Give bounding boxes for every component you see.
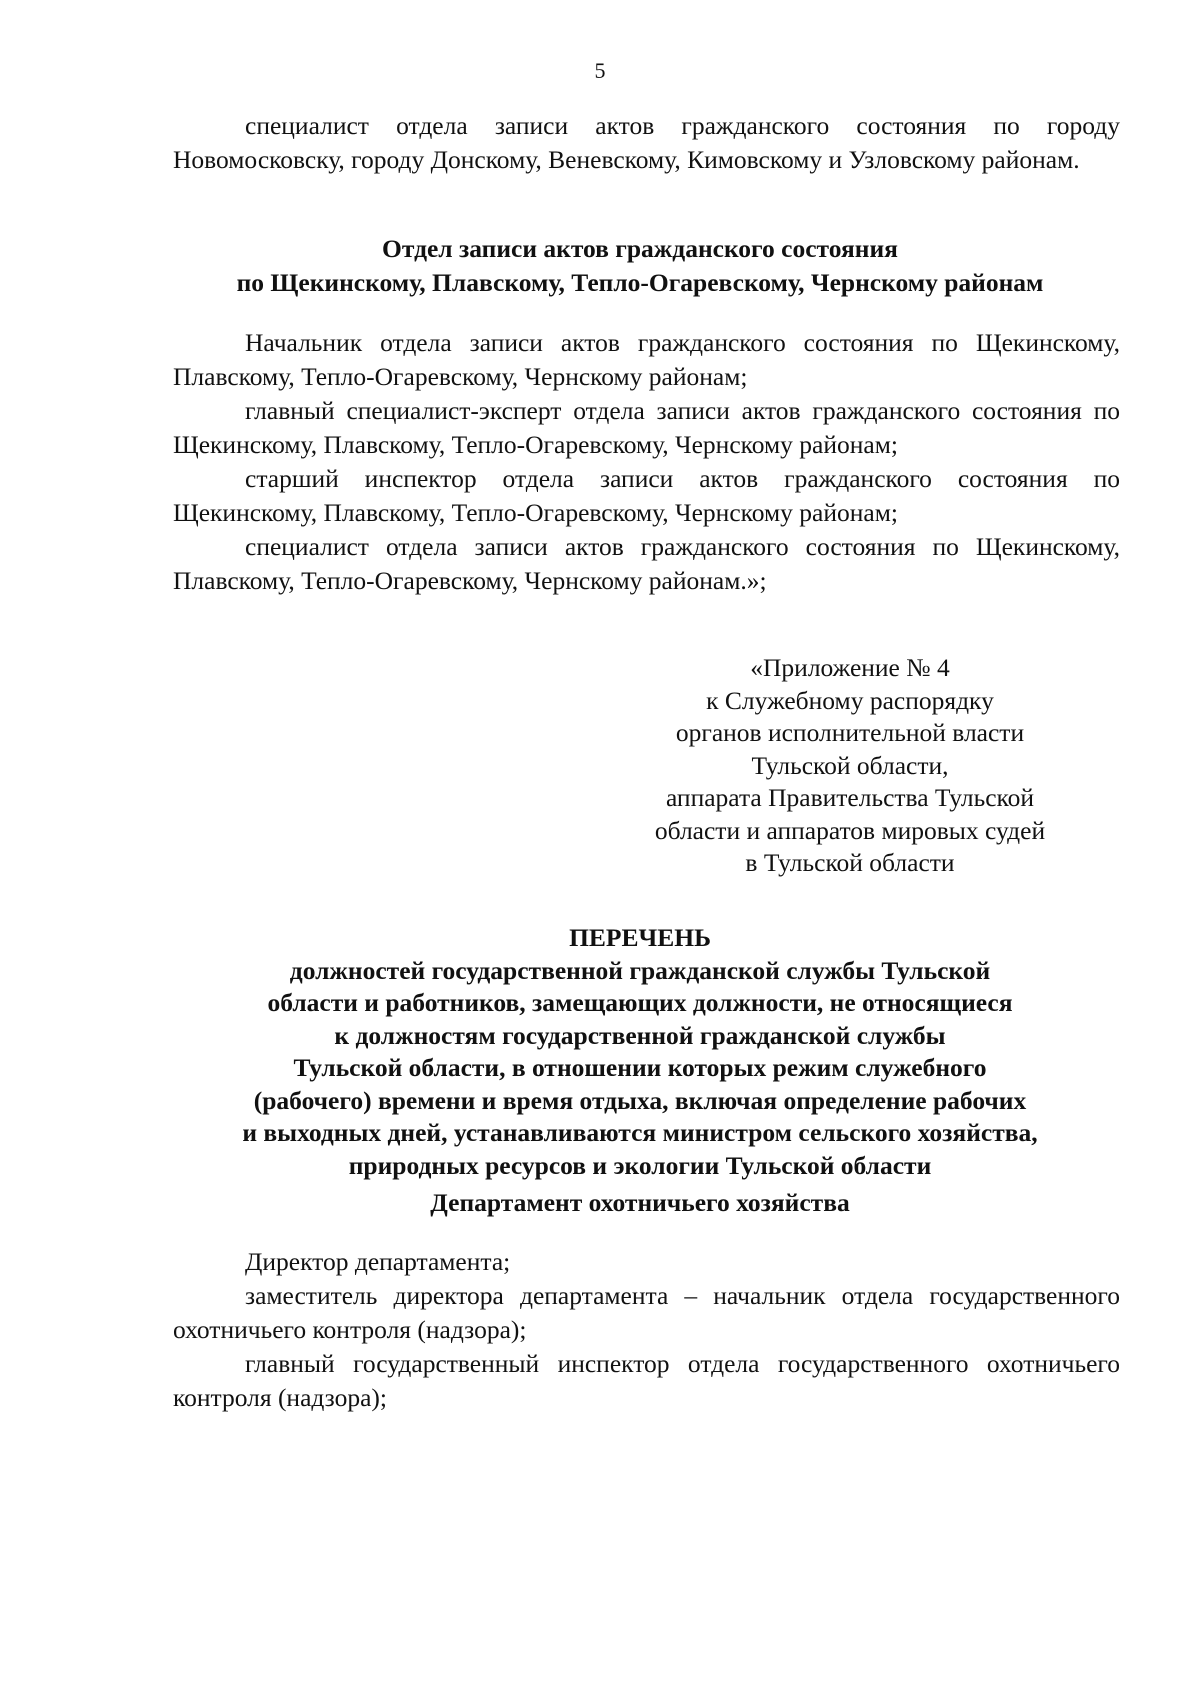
section2-item-2: заместитель директора департамента – начальник отдела государственного охотничьего контроля (надзора); xyxy=(173,1281,1120,1344)
section1-heading-line-2: по Щекинскому, Плавскому, Тепло-Огаревскому, Чернскому районам xyxy=(236,268,1044,297)
list-title-line-1: должностей государственной гражданской службы Тульской xyxy=(289,955,991,985)
section1-item-2: главный специалист-эксперт отдела записи актов гражданского состояния по Щекинскому, Плавскому, Тепло-Огаревскому, Чернскому районам; xyxy=(173,396,1120,459)
list-title-line-3: к должностям государственной гражданской службы xyxy=(334,1020,946,1050)
page-number: 5 xyxy=(594,58,606,83)
list-title-line-6: и выходных дней, устанавливаются министром сельского хозяйства, xyxy=(242,1118,1038,1147)
section2-list xyxy=(173,1245,1120,1415)
section2-item-3: главный государственный инспектор отдела государственного охотничьего контроля (надзора); xyxy=(173,1349,1120,1412)
annex-line-7: в Тульской области xyxy=(745,848,955,877)
annex-line-1: «Приложение № 4 xyxy=(750,653,950,682)
list-title-line-5: (рабочего) времени и время отдыха, включая определение рабочих xyxy=(253,1085,1027,1115)
annex-line-6: области и аппаратов мировых судей xyxy=(654,815,1046,845)
section2-heading: Департамент охотничьего хозяйства xyxy=(430,1188,850,1217)
annex-line-5: аппарата Правительства Тульской xyxy=(665,783,1035,812)
annex-block xyxy=(620,652,1080,880)
list-title-line-7: природных ресурсов и экологии Тульской области xyxy=(348,1150,932,1180)
section1-item-4: специалист отдела записи актов гражданского состояния по Щекинскому, Плавскому, Тепло-Огаревскому, Чернскому районам.»; xyxy=(173,532,1120,595)
section1-list xyxy=(173,326,1120,598)
top-paragraph-block xyxy=(173,109,1120,177)
section1-item-3: старший инспектор отдела записи актов гражданского состояния по Щекинскому, Плавскому, Тепло-Огаревскому, Чернскому районам; xyxy=(173,464,1120,527)
list-title-block xyxy=(150,922,1130,1182)
annex-line-4: Тульской области, xyxy=(751,750,949,780)
list-title: ПЕРЕЧЕНЬ xyxy=(569,923,711,952)
section1-heading-line-1: Отдел записи актов гражданского состояния xyxy=(382,234,898,263)
annex-line-3: органов исполнительной власти xyxy=(675,718,1025,747)
annex-line-2: к Служебному распорядку xyxy=(706,685,994,715)
section2-heading-block xyxy=(150,1186,1130,1220)
section1-item-1: Начальник отдела записи актов гражданского состояния по Щекинскому, Плавскому, Тепло-Огаревскому, Чернскому районам; xyxy=(173,328,1120,391)
top-paragraph: специалист отдела записи актов гражданского состояния по городу Новомосковску, городу Донскому, Веневскому, Кимовскому и Узловскому районам. xyxy=(173,111,1120,174)
list-title-line-2: области и работников, замещающих должности, не относящиеся xyxy=(267,988,1013,1017)
section1-heading xyxy=(150,232,1130,300)
list-title-line-4: Тульской области, в отношении которых режим служебного xyxy=(293,1053,987,1082)
section2-item-1: Директор департамента; xyxy=(245,1247,511,1276)
